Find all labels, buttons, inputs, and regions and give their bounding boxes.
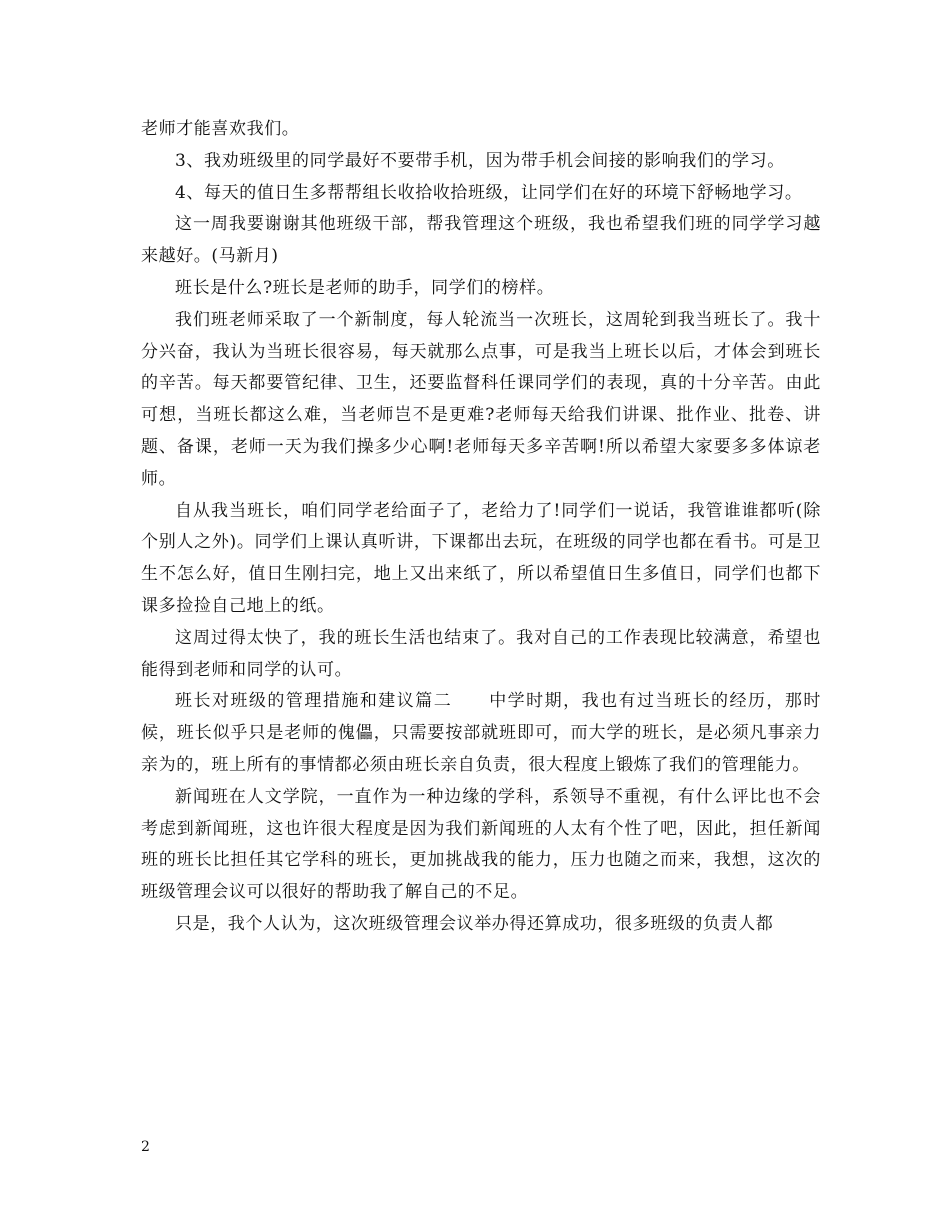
paragraph-5: 班长是什么?班长是老师的助手，同学们的榜样。 (175, 277, 555, 298)
paragraph-10: 新闻班在人文学院，一直作为一种边缘的学科，系领导不重视，有什么评比也不会考虑到新闻班，这也许很大程度是因为我们新闻班的人太有个性了吧，因此，担任新闻班的班长比担任其它学科的班长，更加挑战我的能力，压力也随之而来，我想，这次的班级管理会议可以很好的帮助我了解自己的不足。 (141, 786, 821, 903)
paragraph-1: 老师才能喜欢我们。 (141, 119, 300, 139)
paragraph-8: 这周过得太快了，我的班长生活也结束了。我对自己的工作表现比较满意，希望也能得到老师和同学的认可。 (141, 627, 821, 680)
document-body (141, 114, 821, 941)
paragraph-7: 自从我当班长，咱们同学老给面子了，老给力了!同学们一说话，我管谁谁都听(除个别人之外)。同学们上课认真听讲，下课都出去玩，在班级的同学也都在看书。可是卫生不怎么好，值日生刚扫完，地上又出来纸了，所以希望值日生多值日，同学们也都下课多捡捡自己地上的纸。 (141, 500, 821, 616)
page-number: 2 (141, 1139, 150, 1155)
paragraph-9: 班长对班级的管理措施和建议篇二 中学时期，我也有过当班长的经历，那时候，班长似乎只是老师的傀儡，只需要按部就班即可，而大学的班长，是必须凡事亲力亲为的，班上所有的事情都必须由班长亲自负责，很大程度上锻炼了我们的管理能力。 (141, 691, 821, 775)
paragraph-11: 只是，我个人认为，这次班级管理会议举办得还算成功，很多班级的负责人都 (175, 913, 774, 934)
paragraph-4: 这一周我要谢谢其他班级干部，帮我管理这个班级，我也希望我们班的同学学习越来越好。(马新月) (141, 214, 821, 267)
paragraph-6: 我们班老师采取了一个新制度，每人轮流当一次班长，这周轮到我当班长了。我十分兴奋，我认为当班长很容易，每天就那么点事，可是我当上班长以后，才体会到班长的辛苦。每天都要管纪律、卫生，还要监督科任课同学们的表现，真的十分辛苦。由此可想，当班长都这么难，当老师岂不是更难?老师每天给我们讲课、批作业、批卷、讲题、备课，老师一天为我们操多少心啊!老师每天多辛苦啊!所以希望大家要多多体谅老师。 (141, 309, 821, 489)
paragraph-2: 3、我劝班级里的同学最好不要带手机，因为带手机会间接的影响我们的学习。 (175, 150, 785, 171)
paragraph-3: 4、每天的值日生多帮帮组长收拾收拾班级，让同学们在好的环境下舒畅地学习。 (175, 182, 803, 203)
